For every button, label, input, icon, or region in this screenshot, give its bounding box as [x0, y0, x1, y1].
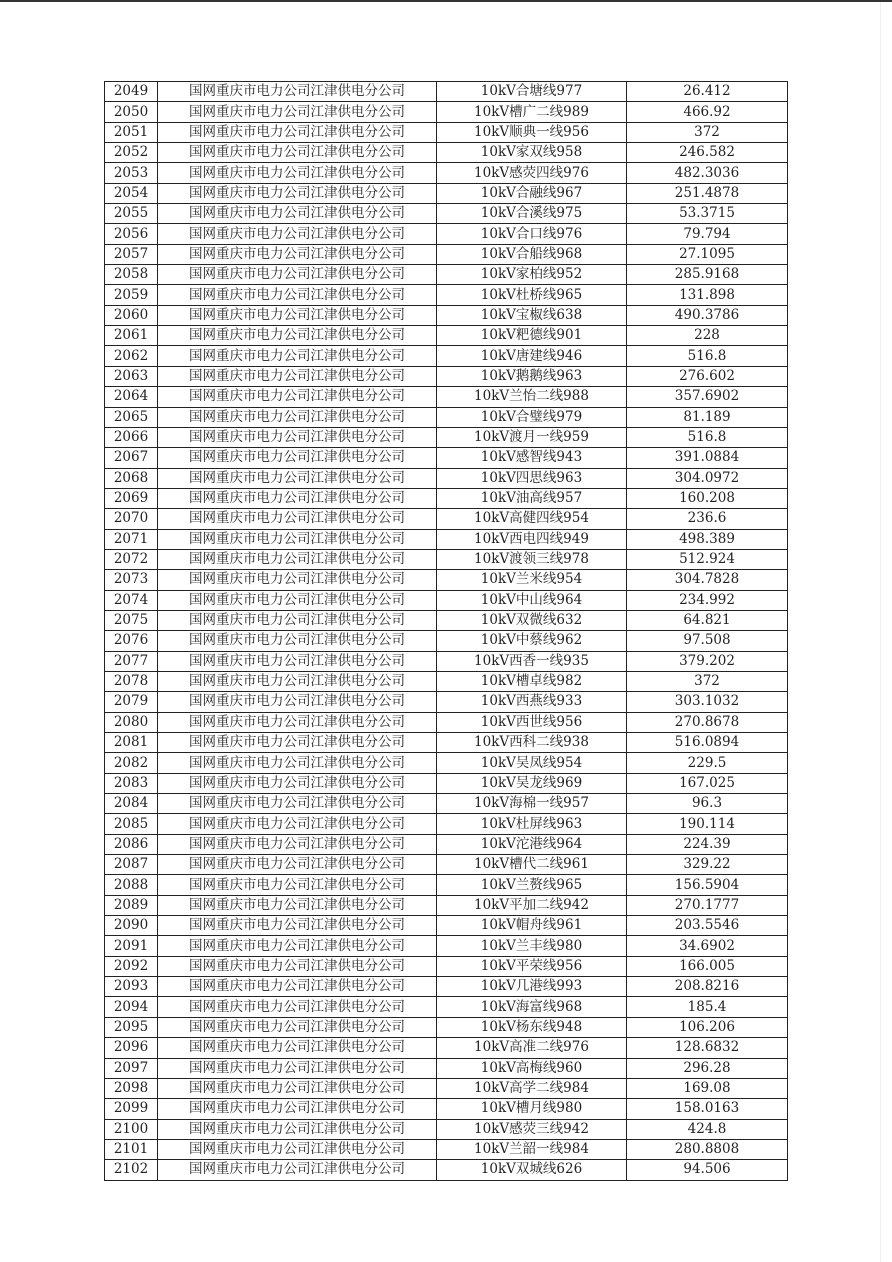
company-cell: 国网重庆市电力公司江津供电分公司 [158, 692, 437, 712]
table-row [105, 631, 788, 651]
company-cell: 国网重庆市电力公司江津供电分公司 [158, 855, 437, 875]
value-cell: 79.794 [627, 224, 788, 244]
table-row [105, 326, 788, 346]
table-row [105, 488, 788, 508]
line-name-cell: 10kV西香一线935 [437, 651, 627, 671]
value-cell: 276.602 [627, 366, 788, 386]
row-number-cell: 2097 [105, 1058, 158, 1078]
value-cell: 160.208 [627, 488, 788, 508]
page-right-edge [880, 2, 881, 1262]
table-row [105, 265, 788, 285]
value-cell: 169.08 [627, 1078, 788, 1098]
table-row [105, 895, 788, 915]
line-name-cell: 10kV宝椒线638 [437, 305, 627, 325]
row-number-cell: 2053 [105, 163, 158, 183]
company-cell: 国网重庆市电力公司江津供电分公司 [158, 549, 437, 569]
company-cell: 国网重庆市电力公司江津供电分公司 [158, 814, 437, 834]
value-cell: 128.6832 [627, 1038, 788, 1058]
line-name-cell: 10kV槽月线980 [437, 1099, 627, 1119]
line-name-cell: 10kV感荧四线976 [437, 163, 627, 183]
value-cell: 203.5546 [627, 916, 788, 936]
company-cell: 国网重庆市电力公司江津供电分公司 [158, 733, 437, 753]
table-row [105, 82, 788, 102]
table-row [105, 427, 788, 447]
row-number-cell: 2086 [105, 834, 158, 854]
row-number-cell: 2085 [105, 814, 158, 834]
company-cell: 国网重庆市电力公司江津供电分公司 [158, 224, 437, 244]
company-cell: 国网重庆市电力公司江津供电分公司 [158, 163, 437, 183]
company-cell: 国网重庆市电力公司江津供电分公司 [158, 407, 437, 427]
line-name-cell: 10kV吴龙线969 [437, 773, 627, 793]
value-cell: 512.924 [627, 549, 788, 569]
value-cell: 490.3786 [627, 305, 788, 325]
value-cell: 516.8 [627, 346, 788, 366]
line-name-cell: 10kV合口线976 [437, 224, 627, 244]
line-name-cell: 10kV四思线963 [437, 468, 627, 488]
table-row [105, 997, 788, 1017]
value-cell: 158.0163 [627, 1099, 788, 1119]
row-number-cell: 2074 [105, 590, 158, 610]
table-row [105, 671, 788, 691]
value-cell: 34.6902 [627, 936, 788, 956]
line-name-cell: 10kV渡月一线959 [437, 427, 627, 447]
table-row [105, 285, 788, 305]
line-name-cell: 10kV吴凤线954 [437, 753, 627, 773]
company-cell: 国网重庆市电力公司江津供电分公司 [158, 977, 437, 997]
line-name-cell: 10kV合融线967 [437, 183, 627, 203]
value-cell: 156.5904 [627, 875, 788, 895]
value-cell: 251.4878 [627, 183, 788, 203]
row-number-cell: 2091 [105, 936, 158, 956]
table-row [105, 1038, 788, 1058]
table-row [105, 977, 788, 997]
company-cell: 国网重庆市电力公司江津供电分公司 [158, 1160, 437, 1180]
row-number-cell: 2102 [105, 1160, 158, 1180]
line-name-cell: 10kV合塘线977 [437, 82, 627, 102]
company-cell: 国网重庆市电力公司江津供电分公司 [158, 773, 437, 793]
company-cell: 国网重庆市电力公司江津供电分公司 [158, 387, 437, 407]
table-row [105, 387, 788, 407]
value-cell: 329.22 [627, 855, 788, 875]
company-cell: 国网重庆市电力公司江津供电分公司 [158, 285, 437, 305]
table-row [105, 1099, 788, 1119]
value-cell: 106.206 [627, 1017, 788, 1037]
row-number-cell: 2100 [105, 1119, 158, 1139]
row-number-cell: 2099 [105, 1099, 158, 1119]
row-number-cell: 2052 [105, 143, 158, 163]
value-cell: 228 [627, 326, 788, 346]
value-cell: 516.0894 [627, 733, 788, 753]
row-number-cell: 2062 [105, 346, 158, 366]
company-cell: 国网重庆市电力公司江津供电分公司 [158, 448, 437, 468]
line-name-cell: 10kV槽代二线961 [437, 855, 627, 875]
line-name-cell: 10kV兰米线954 [437, 570, 627, 590]
table-body [105, 82, 788, 1181]
table-row [105, 448, 788, 468]
company-cell: 国网重庆市电力公司江津供电分公司 [158, 122, 437, 142]
row-number-cell: 2076 [105, 631, 158, 651]
company-cell: 国网重庆市电力公司江津供电分公司 [158, 366, 437, 386]
value-cell: 246.582 [627, 143, 788, 163]
row-number-cell: 2094 [105, 997, 158, 1017]
company-cell: 国网重庆市电力公司江津供电分公司 [158, 936, 437, 956]
row-number-cell: 2072 [105, 549, 158, 569]
value-cell: 27.1095 [627, 244, 788, 264]
table-row [105, 1058, 788, 1078]
value-cell: 482.3036 [627, 163, 788, 183]
value-cell: 296.28 [627, 1058, 788, 1078]
line-name-cell: 10kV感智线943 [437, 448, 627, 468]
company-cell: 国网重庆市电力公司江津供电分公司 [158, 102, 437, 122]
row-number-cell: 2090 [105, 916, 158, 936]
company-cell: 国网重庆市电力公司江津供电分公司 [158, 1058, 437, 1078]
company-cell: 国网重庆市电力公司江津供电分公司 [158, 1078, 437, 1098]
table-row [105, 753, 788, 773]
company-cell: 国网重庆市电力公司江津供电分公司 [158, 183, 437, 203]
value-cell: 131.898 [627, 285, 788, 305]
row-number-cell: 2101 [105, 1139, 158, 1159]
company-cell: 国网重庆市电力公司江津供电分公司 [158, 265, 437, 285]
company-cell: 国网重庆市电力公司江津供电分公司 [158, 834, 437, 854]
line-name-cell: 10kV平荣线956 [437, 956, 627, 976]
table-row [105, 1139, 788, 1159]
line-name-cell: 10kV合船线968 [437, 244, 627, 264]
value-cell: 97.508 [627, 631, 788, 651]
company-cell: 国网重庆市电力公司江津供电分公司 [158, 1099, 437, 1119]
row-number-cell: 2056 [105, 224, 158, 244]
table-row [105, 773, 788, 793]
table-row [105, 1017, 788, 1037]
table-row [105, 102, 788, 122]
company-cell: 国网重庆市电力公司江津供电分公司 [158, 346, 437, 366]
row-number-cell: 2069 [105, 488, 158, 508]
line-name-cell: 10kV高健四线954 [437, 509, 627, 529]
table-row [105, 814, 788, 834]
table-row [105, 855, 788, 875]
company-cell: 国网重庆市电力公司江津供电分公司 [158, 631, 437, 651]
table-row [105, 224, 788, 244]
value-cell: 424.8 [627, 1119, 788, 1139]
line-name-cell: 10kV槽广二线989 [437, 102, 627, 122]
company-cell: 国网重庆市电力公司江津供电分公司 [158, 671, 437, 691]
row-number-cell: 2049 [105, 82, 158, 102]
line-name-cell: 10kV槽卓线982 [437, 671, 627, 691]
value-cell: 166.005 [627, 956, 788, 976]
table-row [105, 916, 788, 936]
table-row [105, 570, 788, 590]
row-number-cell: 2066 [105, 427, 158, 447]
row-number-cell: 2068 [105, 468, 158, 488]
value-cell: 236.6 [627, 509, 788, 529]
table-row [105, 956, 788, 976]
row-number-cell: 2064 [105, 387, 158, 407]
value-cell: 466.92 [627, 102, 788, 122]
row-number-cell: 2061 [105, 326, 158, 346]
table-row [105, 366, 788, 386]
row-number-cell: 2098 [105, 1078, 158, 1098]
table-row [105, 509, 788, 529]
company-cell: 国网重庆市电力公司江津供电分公司 [158, 712, 437, 732]
company-cell: 国网重庆市电力公司江津供电分公司 [158, 753, 437, 773]
company-cell: 国网重庆市电力公司江津供电分公司 [158, 1139, 437, 1159]
table-row [105, 163, 788, 183]
row-number-cell: 2060 [105, 305, 158, 325]
row-number-cell: 2054 [105, 183, 158, 203]
company-cell: 国网重庆市电力公司江津供电分公司 [158, 509, 437, 529]
company-cell: 国网重庆市电力公司江津供电分公司 [158, 997, 437, 1017]
value-cell: 391.0884 [627, 448, 788, 468]
company-cell: 国网重庆市电力公司江津供电分公司 [158, 468, 437, 488]
value-cell: 372 [627, 122, 788, 142]
company-cell: 国网重庆市电力公司江津供电分公司 [158, 916, 437, 936]
line-name-cell: 10kV油高线957 [437, 488, 627, 508]
value-cell: 53.3715 [627, 204, 788, 224]
value-cell: 270.8678 [627, 712, 788, 732]
value-cell: 379.202 [627, 651, 788, 671]
row-number-cell: 2051 [105, 122, 158, 142]
line-name-cell: 10kV家柏线952 [437, 265, 627, 285]
line-name-cell: 10kV兰丰线980 [437, 936, 627, 956]
line-name-cell: 10kV感荧三线942 [437, 1119, 627, 1139]
line-name-cell: 10kV中蔡线962 [437, 631, 627, 651]
row-number-cell: 2050 [105, 102, 158, 122]
line-name-cell: 10kV双城线626 [437, 1160, 627, 1180]
line-name-cell: 10kV双微线632 [437, 610, 627, 630]
table-row [105, 468, 788, 488]
row-number-cell: 2093 [105, 977, 158, 997]
row-number-cell: 2055 [105, 204, 158, 224]
line-name-cell: 10kV鹅鹅线963 [437, 366, 627, 386]
company-cell: 国网重庆市电力公司江津供电分公司 [158, 143, 437, 163]
table-row [105, 1078, 788, 1098]
table-row [105, 692, 788, 712]
company-cell: 国网重庆市电力公司江津供电分公司 [158, 427, 437, 447]
row-number-cell: 2092 [105, 956, 158, 976]
value-cell: 372 [627, 671, 788, 691]
table-row [105, 875, 788, 895]
row-number-cell: 2067 [105, 448, 158, 468]
line-name-cell: 10kV唐建线946 [437, 346, 627, 366]
row-number-cell: 2065 [105, 407, 158, 427]
value-cell: 280.8808 [627, 1139, 788, 1159]
company-cell: 国网重庆市电力公司江津供电分公司 [158, 244, 437, 264]
value-cell: 26.412 [627, 82, 788, 102]
table-row [105, 204, 788, 224]
table-row [105, 1119, 788, 1139]
row-number-cell: 2075 [105, 610, 158, 630]
value-cell: 303.1032 [627, 692, 788, 712]
company-cell: 国网重庆市电力公司江津供电分公司 [158, 610, 437, 630]
company-cell: 国网重庆市电力公司江津供电分公司 [158, 488, 437, 508]
company-cell: 国网重庆市电力公司江津供电分公司 [158, 794, 437, 814]
row-number-cell: 2071 [105, 529, 158, 549]
row-number-cell: 2078 [105, 671, 158, 691]
table-row [105, 936, 788, 956]
line-name-cell: 10kV平加二线942 [437, 895, 627, 915]
row-number-cell: 2088 [105, 875, 158, 895]
company-cell: 国网重庆市电力公司江津供电分公司 [158, 305, 437, 325]
table-row [105, 305, 788, 325]
company-cell: 国网重庆市电力公司江津供电分公司 [158, 1119, 437, 1139]
value-cell: 285.9168 [627, 265, 788, 285]
line-name-cell: 10kV杜屏线963 [437, 814, 627, 834]
line-name-cell: 10kV西科二线938 [437, 733, 627, 753]
value-cell: 229.5 [627, 753, 788, 773]
line-name-cell: 10kV兰韶一线984 [437, 1139, 627, 1159]
line-name-cell: 10kV海棉一线957 [437, 794, 627, 814]
value-cell: 96.3 [627, 794, 788, 814]
value-cell: 498.389 [627, 529, 788, 549]
row-number-cell: 2081 [105, 733, 158, 753]
line-name-cell: 10kV顺典一线956 [437, 122, 627, 142]
line-name-cell: 10kV杜桥线965 [437, 285, 627, 305]
row-number-cell: 2077 [105, 651, 158, 671]
company-cell: 国网重庆市电力公司江津供电分公司 [158, 326, 437, 346]
table-row [105, 651, 788, 671]
row-number-cell: 2082 [105, 753, 158, 773]
row-number-cell: 2057 [105, 244, 158, 264]
value-cell: 167.025 [627, 773, 788, 793]
value-cell: 81.189 [627, 407, 788, 427]
value-cell: 357.6902 [627, 387, 788, 407]
line-name-cell: 10kV西世线956 [437, 712, 627, 732]
row-number-cell: 2083 [105, 773, 158, 793]
line-name-cell: 10kV粑德线901 [437, 326, 627, 346]
line-name-cell: 10kV中山线964 [437, 590, 627, 610]
row-number-cell: 2070 [105, 509, 158, 529]
row-number-cell: 2079 [105, 692, 158, 712]
table-row [105, 1160, 788, 1180]
line-name-cell: 10kV兰赘线965 [437, 875, 627, 895]
company-cell: 国网重庆市电力公司江津供电分公司 [158, 82, 437, 102]
table-row [105, 834, 788, 854]
line-name-cell: 10kV西电四线949 [437, 529, 627, 549]
value-cell: 64.821 [627, 610, 788, 630]
company-cell: 国网重庆市电力公司江津供电分公司 [158, 570, 437, 590]
table-row [105, 407, 788, 427]
company-cell: 国网重庆市电力公司江津供电分公司 [158, 651, 437, 671]
row-number-cell: 2059 [105, 285, 158, 305]
value-cell: 224.39 [627, 834, 788, 854]
line-name-cell: 10kV高梅线960 [437, 1058, 627, 1078]
table-row [105, 143, 788, 163]
line-name-cell: 10kV渡领三线978 [437, 549, 627, 569]
row-number-cell: 2087 [105, 855, 158, 875]
row-number-cell: 2089 [105, 895, 158, 915]
row-number-cell: 2084 [105, 794, 158, 814]
row-number-cell: 2073 [105, 570, 158, 590]
line-name-cell: 10kV合溪线975 [437, 204, 627, 224]
line-name-cell: 10kV高学二线984 [437, 1078, 627, 1098]
value-cell: 304.0972 [627, 468, 788, 488]
line-name-cell: 10kV兰怡二线988 [437, 387, 627, 407]
line-name-cell: 10kV合璧线979 [437, 407, 627, 427]
value-cell: 94.506 [627, 1160, 788, 1180]
company-cell: 国网重庆市电力公司江津供电分公司 [158, 956, 437, 976]
value-cell: 270.1777 [627, 895, 788, 915]
company-cell: 国网重庆市电力公司江津供电分公司 [158, 875, 437, 895]
row-number-cell: 2058 [105, 265, 158, 285]
power-line-table [104, 81, 788, 1181]
company-cell: 国网重庆市电力公司江津供电分公司 [158, 895, 437, 915]
line-name-cell: 10kV西燕线933 [437, 692, 627, 712]
table-row [105, 610, 788, 630]
line-name-cell: 10kV沱港线964 [437, 834, 627, 854]
value-cell: 234.992 [627, 590, 788, 610]
line-name-cell: 10kV高准二线976 [437, 1038, 627, 1058]
table-row [105, 346, 788, 366]
company-cell: 国网重庆市电力公司江津供电分公司 [158, 204, 437, 224]
value-cell: 516.8 [627, 427, 788, 447]
table-row [105, 590, 788, 610]
company-cell: 国网重庆市电力公司江津供电分公司 [158, 529, 437, 549]
value-cell: 304.7828 [627, 570, 788, 590]
value-cell: 190.114 [627, 814, 788, 834]
table-row [105, 529, 788, 549]
table-row [105, 549, 788, 569]
line-name-cell: 10kV帽舟线961 [437, 916, 627, 936]
line-name-cell: 10kV家双线958 [437, 143, 627, 163]
table-row [105, 183, 788, 203]
table-row [105, 712, 788, 732]
row-number-cell: 2080 [105, 712, 158, 732]
table-row [105, 733, 788, 753]
table-row [105, 122, 788, 142]
line-name-cell: 10kV海富线968 [437, 997, 627, 1017]
value-cell: 208.8216 [627, 977, 788, 997]
company-cell: 国网重庆市电力公司江津供电分公司 [158, 590, 437, 610]
company-cell: 国网重庆市电力公司江津供电分公司 [158, 1017, 437, 1037]
row-number-cell: 2063 [105, 366, 158, 386]
table-row [105, 244, 788, 264]
line-name-cell: 10kV几港线993 [437, 977, 627, 997]
page-top-border [0, 0, 892, 2]
row-number-cell: 2096 [105, 1038, 158, 1058]
value-cell: 185.4 [627, 997, 788, 1017]
row-number-cell: 2095 [105, 1017, 158, 1037]
table-row [105, 794, 788, 814]
line-name-cell: 10kV杨东线948 [437, 1017, 627, 1037]
company-cell: 国网重庆市电力公司江津供电分公司 [158, 1038, 437, 1058]
